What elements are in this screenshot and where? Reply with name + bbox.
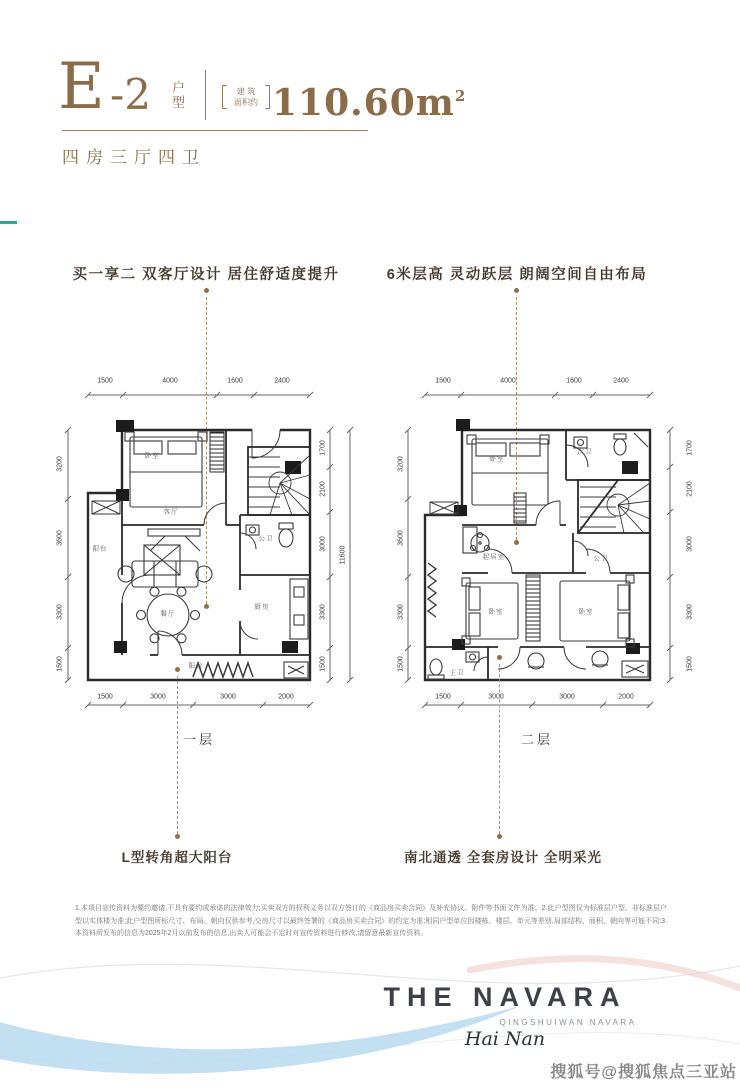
- dim-f2-right-0: 1700: [686, 440, 694, 456]
- leader-dot: [204, 288, 209, 293]
- dim-f2-right-2: 3000: [686, 536, 694, 552]
- brand-subtitle: QINGSHUIWAN NAVARA: [499, 1018, 637, 1027]
- spiral-stair-f2: [580, 483, 650, 533]
- dim-f1-left-2: 3300: [56, 604, 64, 620]
- area-label-line1: 建 筑: [236, 87, 256, 96]
- dim-f1-left-1: 3600: [56, 530, 64, 546]
- dim-f1-bottom-1: 3000: [150, 693, 166, 701]
- unit-code: E: [58, 50, 105, 124]
- sohu-watermark: 搜狐号@搜狐焦点三亚站: [550, 1064, 737, 1081]
- room-label-bedroom1: 卧室: [489, 455, 505, 463]
- unit-header: [58, 50, 478, 135]
- leader-dot: [497, 834, 502, 839]
- dim-f1-right-0: 1700: [319, 440, 327, 456]
- brand-region: Hai Nan: [464, 1028, 546, 1050]
- dim-f1-overall: 11600: [339, 545, 347, 565]
- dim-f2-top-3: 2400: [613, 377, 629, 385]
- leader-dot: [175, 667, 180, 672]
- dim-f2-bottom-1: 3000: [488, 693, 504, 701]
- dim-f1-top-1: 4000: [162, 377, 178, 385]
- room-label-bedroom: 卧室: [144, 452, 160, 460]
- leader-line-left-bottom: [177, 676, 178, 834]
- dim-f1-bottom-3: 2000: [278, 693, 294, 701]
- dim-f1-left-0: 3200: [56, 456, 64, 472]
- dim-f1-left-3: 1500: [56, 656, 64, 672]
- unit-type-label: 户型: [172, 80, 186, 110]
- room-label-balcony-side: 阳台: [92, 545, 108, 553]
- area-label-line2: 面积约: [234, 98, 258, 107]
- feature-headline-right: 6米层高 灵动跃层 朗阔空间自由布局: [386, 267, 648, 283]
- floor1-label: 一层: [182, 732, 216, 747]
- edge-mark: [0, 221, 17, 224]
- dim-f1-bottom-2: 3000: [220, 693, 236, 701]
- dim-f1-right-3: 3300: [319, 604, 327, 620]
- spiral-stair-f1: [248, 455, 310, 515]
- dim-f2-top-2: 1600: [566, 377, 582, 385]
- floorplan-floor1: [30, 375, 380, 720]
- room-label-living: 客厅: [163, 508, 179, 516]
- dim-f2-left-2: 3300: [397, 604, 405, 620]
- dim-f2-left-0: 3200: [397, 456, 405, 472]
- room-label-balcony-bottom: 阳台: [188, 662, 204, 670]
- wardrobe-hatch-f1: [210, 432, 224, 472]
- dim-f1-top-0: 1500: [97, 377, 113, 385]
- unit-code-suffix: -2: [110, 70, 151, 119]
- header-divider: [205, 70, 206, 120]
- dim-f2-top-1: 4000: [500, 377, 516, 385]
- area-superscript: 2: [454, 87, 467, 105]
- dim-f2-right-4: 1500: [686, 656, 694, 672]
- dim-f2-left-3: 1500: [397, 656, 405, 672]
- dim-f1-bottom-0: 1500: [97, 693, 113, 701]
- legal-disclaimer: 1.本项目宣传资料为要约邀请,不具有要约或承诺的法律效力;买卖双方的权利义务以双方签订的《商品房买卖合同》及补充协议、附件等书面文件为准。2.此户型图仅为标准层户型、非标准层户型以实体楼为准;此户型图所标尺寸、布局、朝向仅供参考,交房尺寸以最终签署的《商品房买卖合同》的约定为准;相同户型单位因楼栋、楼层、单元等差别,局部结构、面积、朝向等可能不同;3.本资料所发布的信息为2025年2月以前发布的信息,出卖人可能会不定时对宣传资料进行修改,请留意最新宣传资料。: [75, 905, 667, 937]
- room-label-bedroom2: 卧室: [488, 608, 504, 616]
- room-label-living2: 起居室: [482, 553, 506, 561]
- dim-f2-bottom-2: 3000: [559, 693, 575, 701]
- dim-f2-top-0: 1500: [435, 377, 451, 385]
- room-label-bath: 公卫: [258, 535, 274, 543]
- leader-dot: [514, 288, 519, 293]
- dim-f1-right-1: 2100: [319, 481, 327, 497]
- floorplan-floor2: [368, 375, 728, 720]
- dim-f2-bottom-3: 2000: [618, 693, 634, 701]
- dim-f2-bottom-0: 1500: [435, 693, 451, 701]
- dim-f1-top-2: 1600: [227, 377, 243, 385]
- leader-dot: [497, 655, 502, 660]
- room-label-bath-master: 主卫: [449, 669, 465, 677]
- header-rule: [62, 130, 368, 131]
- room-label-bedroom3: 卧室: [578, 608, 594, 616]
- dim-f2-right-1: 2100: [686, 481, 694, 497]
- floor2-label: 二层: [520, 732, 554, 747]
- dim-f2-left-1: 3600: [397, 530, 405, 546]
- room-label-kitchen: 厨房: [254, 603, 270, 611]
- dim-f1-right-4: 1500: [319, 656, 327, 672]
- doors-f1: [122, 430, 280, 655]
- room-label-dining: 餐厅: [160, 610, 176, 618]
- area-value: $110.60m^2$: [272, 82, 467, 124]
- window-box-f1: [92, 501, 120, 514]
- layout-summary: 四房三厅四卫: [62, 148, 206, 168]
- room-label-bath-public: 公卫: [593, 555, 609, 563]
- room-label-bath2: 次卫: [577, 448, 593, 456]
- leader-line-right-bottom: [499, 664, 500, 834]
- feature-headline-left: 买一享二 双客厅设计 居住舒适度提升: [72, 267, 340, 283]
- dim-f1-right-2: 3000: [319, 536, 327, 552]
- window-box-f2: [428, 502, 458, 617]
- area-label-bracket: [222, 85, 270, 109]
- dim-f2-right-3: 3300: [686, 604, 694, 620]
- feature-caption-left: L型转角超大阳台: [121, 850, 233, 865]
- brand-logo: THE NAVARA: [383, 982, 627, 1012]
- feature-caption-right: 南北通透 全套房设计 全明采光: [403, 850, 603, 865]
- dim-f1-top-3: 2400: [274, 377, 290, 385]
- leader-dot: [175, 834, 180, 839]
